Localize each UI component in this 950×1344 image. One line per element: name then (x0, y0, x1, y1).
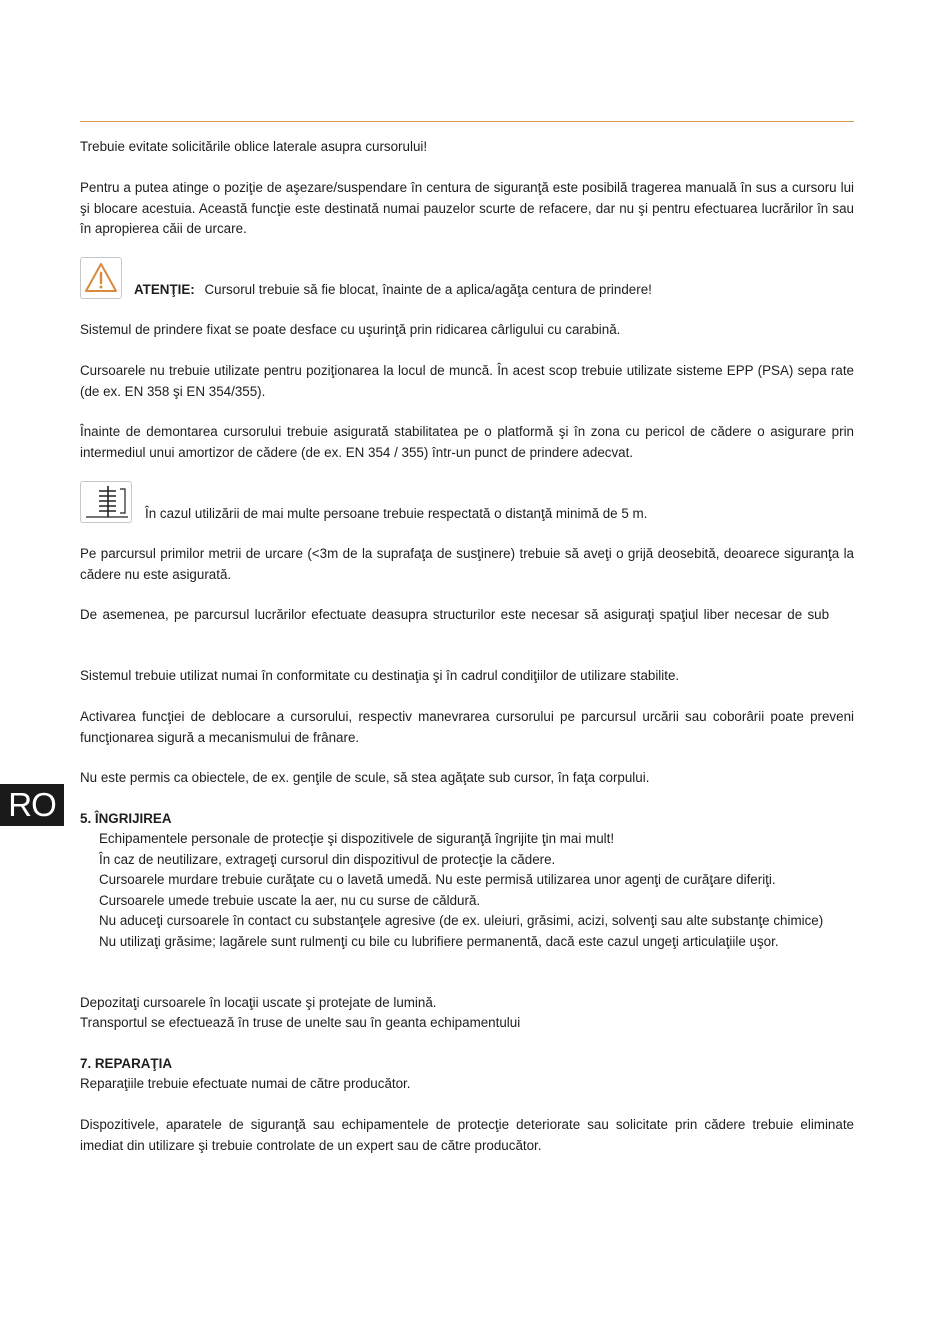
paragraph-seat-position: Pentru a putea atinge o poziţie de aşezare/suspendare în centura de siguranţă este posibilă tragerea manuală în sus a cursoru lui şi blocare acestuia. Această funcţie este destinată numai pauzelor scurte de refacere, dar nu şi pentru efectuarea lucrărilor în sau în apropierea căii de urcare. (80, 180, 854, 237)
warning-icon-box (80, 257, 122, 299)
repair-line-2: Dispozitivele, aparatele de siguranţă sau echipamentele de protecţie deteriorate sau solicitate prin cădere trebuie eliminate imediat din utilizare şi trebuie controlate de un expert sau de către producător. (80, 1117, 854, 1153)
section-7-title: 7. REPARAŢIA (80, 1056, 173, 1071)
storage-line-2: Transportul se efectuează în truse de unelte sau în geanta echipamentului (80, 1015, 521, 1030)
care-item: Echipamentele personale de protecţie şi dispozitivele de siguranţă îngrijite ţin mai mult! (99, 831, 615, 846)
paragraph-work-positioning: Cursoarele nu trebuie utilizate pentru poziţionarea la locul de muncă. În acest scop trebuie utilizate sisteme EPP (PSA) sepa rate (de ex. EN 358 şi EN 354/355). (80, 363, 854, 399)
repair-line-1: Reparaţiile trebuie efectuate numai de către producător. (80, 1076, 411, 1091)
care-item: Nu utilizaţi grăsime; lagărele sunt rulmenţi cu bile cu lubrifiere permanentă, dacă este cazul ungeţi articulaţiile uşor. (99, 934, 779, 949)
care-item: Cursoarele murdare trebuie curăţate cu o lavetă umedă. Nu este permisă utilizarea unor agenţi de curăţare diferiţi. (99, 872, 776, 887)
distance-icon-box (80, 481, 132, 523)
paragraph-first-meters: Pe parcursul primilor metrii de urcare (<3m de la suprafaţa de susţinere) trebuie să aveţi o grijă deosebită, deoarece siguranţa la cădere nu este asigurată. (80, 546, 854, 582)
ladder-distance-icon (82, 483, 130, 521)
care-item: Nu aduceţi cursoarele în contact cu substanţele agresive (de ex. uleiuri, grăsimi, acizi, solvenţi sau alte substanţe chimice) (99, 913, 824, 928)
paragraph-hanging-objects: Nu este permis ca obiectele, de ex. genţile de scule, să stea agăţate sub cursor, în faţa corpului. (80, 770, 650, 785)
warning-note (134, 280, 652, 301)
distance-note: În cazul utilizării de mai multe persoane trebuie respectată o distanţă minimă de 5 m. (145, 506, 648, 521)
warning-text: Cursorul trebuie să fie blocat, înainte de a aplica/agăţa centura de prindere! (204, 282, 652, 297)
section-5-title: 5. ÎNGRIJIREA (80, 811, 172, 826)
paragraph-dismount: Înainte de demontarea cursorului trebuie asigurată stabilitatea pe o platformă şi în zona cu pericol de cădere o asigurare prin intermediul unui amortizor de cădere (de ex. EN 354 / 355) într-un punct de prindere adecvat. (80, 424, 854, 460)
care-item: Cursoarele umede trebuie uscate la aer, nu cu surse de căldură. (99, 893, 481, 908)
storage-line-1: Depozitaţi cursoarele în locaţii uscate şi protejate de lumină. (80, 995, 437, 1010)
paragraph-intended-use: Sistemul trebuie utilizat numai în conformitate cu destinaţia şi în cadrul condiţiilor de utilizare stabilite. (80, 668, 680, 683)
paragraph-clearance: De asemenea, pe parcursul lucrărilor efectuate deasupra structurilor este necesar să asiguraţi spaţiul liber necesar de sub (80, 607, 830, 622)
warning-triangle-icon (82, 259, 120, 297)
warning-label: ATENŢIE: (134, 282, 195, 297)
care-item: În caz de neutilizare, extrageţi cursorul din dispozitivul de protecţie la cădere. (99, 852, 556, 867)
paragraph-release: Sistemul de prindere fixat se poate desface cu uşurinţă prin ridicarea cârligului cu carabină. (80, 322, 621, 337)
paragraph-unlock: Activarea funcţiei de deblocare a cursorului, respectiv manevrarea cursorului pe parcursul urcării sau coborârii poate preveni funcţionarea sigură a mecanismului de frânare. (80, 709, 854, 745)
header-rule (80, 121, 854, 122)
paragraph-oblique-loads: Trebuie evitate solicitările oblice laterale asupra cursorului! (80, 139, 428, 154)
language-tab: RO (0, 784, 64, 826)
